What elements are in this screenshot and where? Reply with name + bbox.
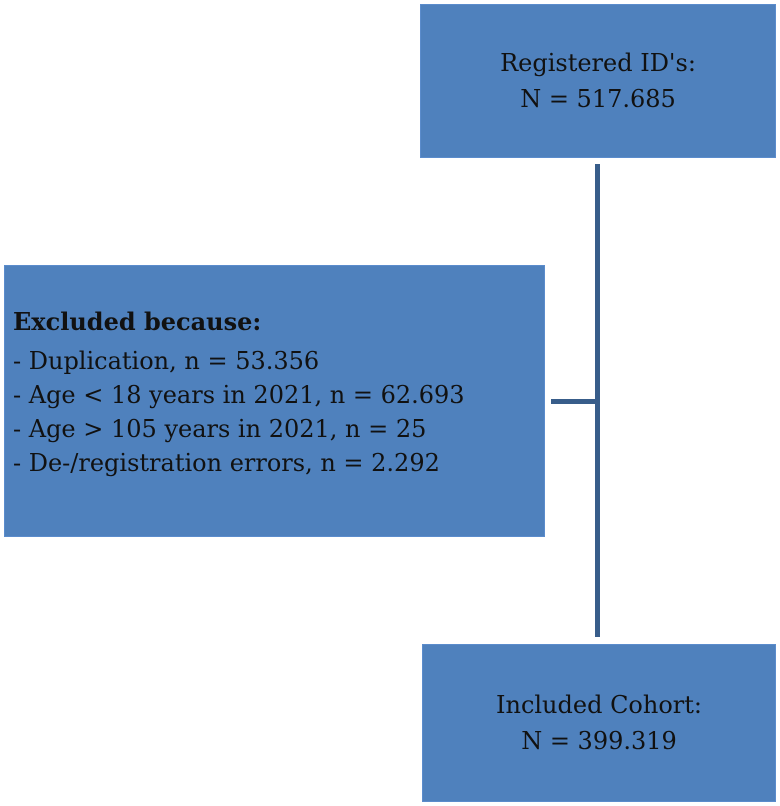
registered-ids-count: N = 517.685: [520, 85, 676, 113]
exclusion-heading: Excluded because:: [13, 307, 262, 336]
exclusion-list: [13, 344, 544, 480]
included-cohort-label: Included Cohort:: [496, 691, 702, 719]
exclusion-item-registration-errors: - De-/registration errors, n = 2.292: [13, 449, 440, 477]
registered-ids-box: [420, 4, 776, 158]
included-cohort-box: [422, 644, 776, 802]
exclusion-connector: [551, 399, 598, 404]
registered-ids-label: Registered ID's:: [500, 49, 696, 77]
exclusion-box: [4, 265, 545, 537]
included-cohort-count: N = 399.319: [521, 727, 677, 755]
exclusion-item-age-over-105: - Age > 105 years in 2021, n = 25: [13, 415, 427, 443]
exclusion-item-duplication: - Duplication, n = 53.356: [13, 347, 320, 375]
exclusion-item-age-under-18: - Age < 18 years in 2021, n = 62.693: [13, 381, 465, 409]
